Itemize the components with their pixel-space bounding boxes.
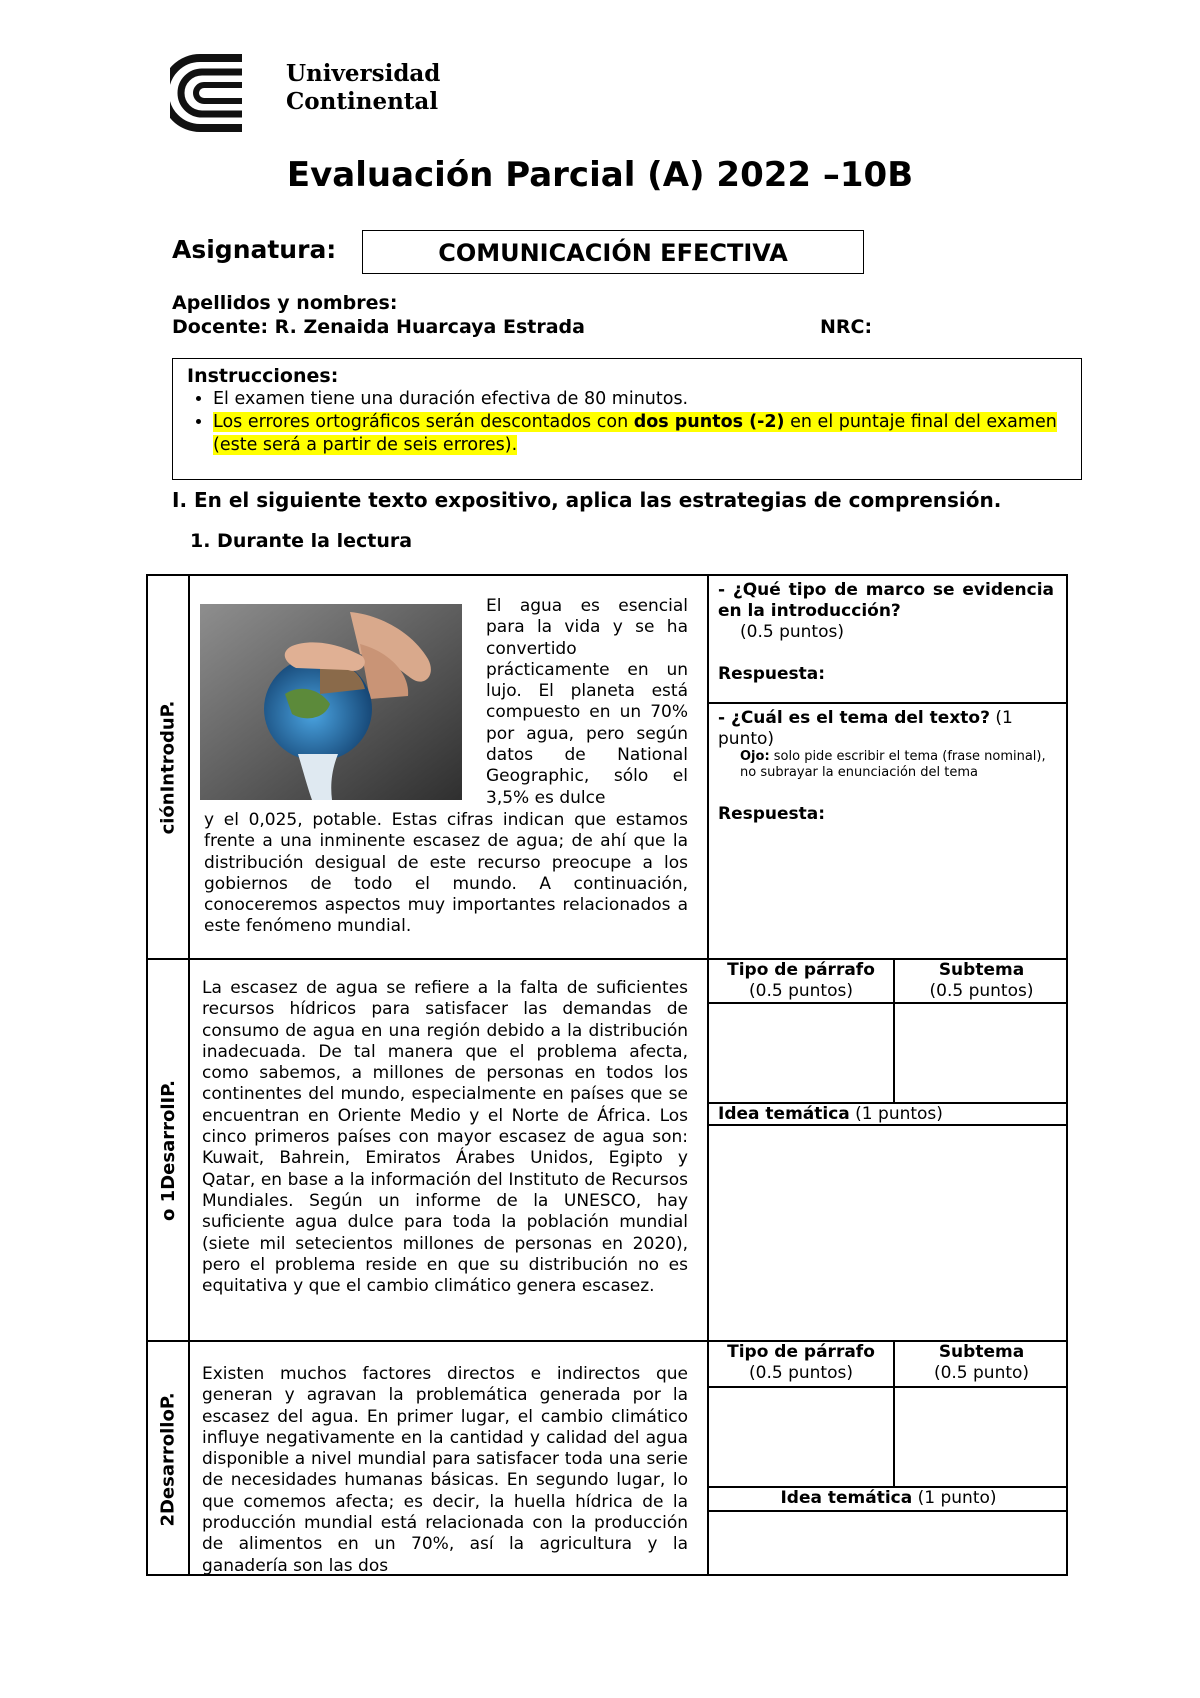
logo-text: [286, 60, 440, 116]
subtema-label: Subtema: [938, 1342, 1025, 1362]
asignatura-label: Asignatura:: [172, 235, 337, 264]
earth-water-photo: [200, 604, 462, 800]
table-divider: [707, 702, 1068, 704]
row-label-intro: ciónIntroduP.: [157, 700, 179, 834]
page-title: Evaluación Parcial (A) 2022 –10B: [286, 155, 914, 195]
question-points: (1 punto): [718, 708, 1013, 749]
section-heading: I. En el siguiente texto expositivo, aplica las estrategias de comprensión.: [172, 488, 1002, 512]
instruction-item: [213, 388, 1067, 411]
answer-label: Respuesta:: [718, 804, 826, 824]
docente-label: Docente: R. Zenaida Huarcaya Estrada: [172, 316, 585, 338]
table-divider: [707, 574, 709, 1576]
answer-label: Respuesta:: [718, 664, 826, 684]
row-label-dev1: o 1DesarrolIP.: [157, 1079, 179, 1221]
question-marco: [718, 580, 1054, 643]
question-points: (0.5 puntos): [740, 622, 844, 642]
subtema-header: [895, 1342, 1068, 1384]
nrc-label: NRC:: [820, 316, 873, 338]
note-label: Ojo:: [740, 749, 770, 764]
idea-tematica-header: [709, 1488, 1068, 1509]
instruction-text: en el puntaje final del examen (este será a partir de seis errores).: [213, 412, 1057, 455]
development2-text: Existen muchos factores directos e indirectos que generan y agravan la problemática generada por la escasez del agua. En primer lugar, el cambio climático influye negativamente en la cantidad y calidad del agua disponible a nivel mundial para satisfacer toda una serie de necesidades humanas básicas. En segundo lugar, lo que comemos afecta; es decir, la huella hídrica de la producción mundial está relacionada con la producción de alimentos en un 70%, así la agricultura y la ganadería son las dos: [202, 1364, 688, 1576]
tipo-label: Tipo de párrafo: [727, 1342, 875, 1362]
idea-label: Idea temática: [780, 1488, 913, 1508]
note-text: solo pide escribir el tema (frase nominal), no subrayar la enunciación del tema: [740, 749, 1046, 780]
question-text: - ¿Cuál es el tema del texto?: [718, 708, 990, 728]
row-label-dev2: 2DesarrolloP.: [157, 1391, 179, 1527]
table-divider: [707, 1002, 1068, 1004]
asignatura-value: COMUNICACIÓN EFECTIVA: [362, 230, 864, 274]
tipo-parrafo-header: [709, 1342, 893, 1384]
logo-line-1: Universidad: [286, 60, 441, 87]
instructions-list: [187, 388, 1067, 457]
question-note: [718, 749, 1054, 781]
intro-text-bottom: y el 0,025, potable. Estas cifras indican que estamos frente a una inminente escasez de agua; de ahí que la distribución desigual de este recurso preocupe a los gobiernos de todo el mundo. A continuación, conoceremos aspectos muy importantes relacionados a este fenómeno mundial.: [204, 810, 688, 937]
intro-text-right: El agua es esencial para la vida y se ha convertido prácticamente en un lujo. El planeta está compuesto en un 70% por agua, pero según datos de National Geographic, sólo el 3,5% es dulce: [486, 596, 688, 808]
section-subheading: 1. Durante la lectura: [190, 530, 413, 552]
instruction-bold: dos puntos (-2): [633, 412, 785, 432]
instruction-highlight: [213, 412, 1057, 455]
tipo-parrafo-header: [709, 960, 893, 1002]
tipo-label: Tipo de párrafo: [727, 960, 875, 980]
tipo-points: (0.5 puntos): [749, 981, 853, 1001]
development1-text: La escasez de agua se refiere a la falta de suficientes recursos hídricos para satisfacer las demandas de consumo de agua en una región debido a la distribución inadecuada. De tal manera que el problema afecta, como sabemos, a millones de personas en todos los continentes del mundo, especialmente en países que se encuentran en Oriente Medio y el Norte de África. Los cinco primeros países con mayor escasez de agua son: Kuwait, Bahrein, Emiratos Árabes Unidos, Egipto y Qatar, en base a la información del Instituto de Recursos Mundiales. Según un informe de la UNESCO, hay suficiente agua dulce para toda la población mundial (siete mil setecientos millones de personas en 2020), pero el problema reside en que su distribución no es equitativa y que el cambio climático genera escasez.: [202, 978, 688, 1297]
table-divider: [188, 574, 190, 1576]
instructions-title: Instrucciones:: [187, 365, 339, 387]
subtema-header: [895, 960, 1068, 1002]
question-text: - ¿Qué tipo de marco se evidencia en la introducción?: [718, 580, 1054, 621]
tipo-points: (0.5 puntos): [749, 1363, 853, 1383]
idea-points: (1 puntos): [849, 1104, 943, 1124]
idea-tematica-header: [718, 1104, 943, 1125]
subtema-points: (0.5 punto): [933, 1363, 1030, 1383]
subtema-points: (0.5 puntos): [929, 981, 1034, 1001]
instruction-text: Los errores ortográficos serán descontados con: [213, 412, 634, 432]
table-divider: [707, 1386, 1068, 1388]
apellidos-label: Apellidos y nombres:: [172, 292, 398, 314]
table-divider: [707, 1510, 1068, 1512]
instructions-box: [172, 358, 1082, 480]
logo-line-2: Continental: [286, 88, 439, 115]
subtema-label: Subtema: [938, 960, 1025, 980]
question-tema: [718, 708, 1054, 781]
instruction-item: [213, 411, 1067, 457]
instruction-text: El examen tiene una duración efectiva de 80 minutos.: [213, 389, 689, 409]
idea-label: Idea temática: [718, 1104, 850, 1124]
idea-points: (1 punto): [912, 1488, 997, 1508]
